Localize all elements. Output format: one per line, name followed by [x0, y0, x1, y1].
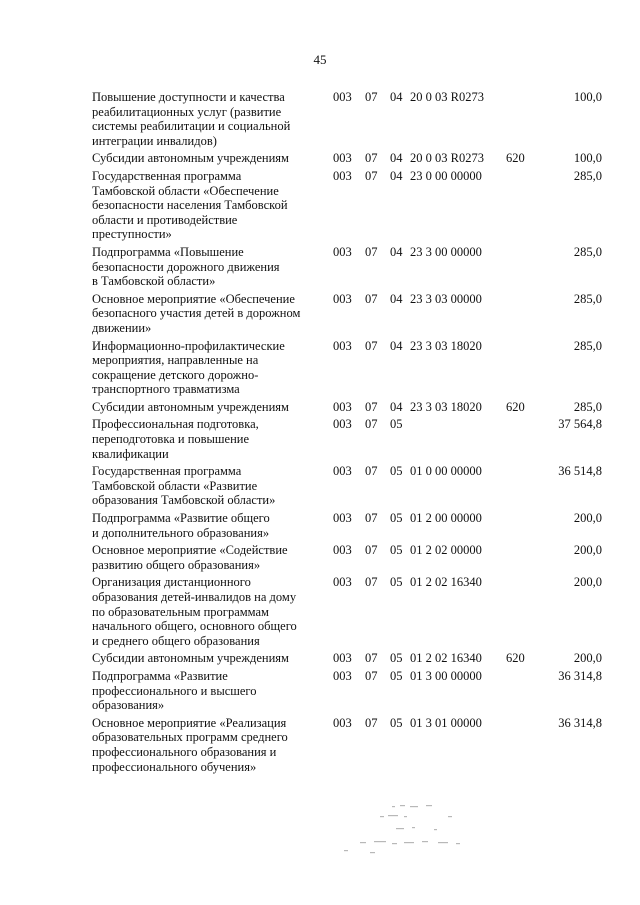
row-rz-code: 07 — [365, 715, 378, 730]
row-pr-code: 04 — [390, 338, 403, 353]
row-sum: 37 564,8 — [558, 417, 602, 432]
row-vr-code: 620 — [506, 651, 525, 666]
row-name: Организация дистанционного образования детей-инвалидов на дому по образовательным программам начального общего, основного общего и среднего общего образования — [92, 575, 297, 648]
row-pr-code: 04 — [390, 168, 403, 183]
row-sum: 100,0 — [573, 90, 602, 104]
row-name: Основное мероприятие «Обеспечение безопасного участия детей в дорожном движении» — [92, 291, 301, 335]
row-sum: 285,0 — [573, 244, 602, 259]
row-sum: 200,0 — [573, 651, 602, 666]
stamp-smudge-icon — [330, 800, 500, 860]
row-vr-code: 620 — [506, 151, 525, 166]
row-rz-code: 07 — [365, 399, 378, 414]
row-name: Субсидии автономным учреждениям — [92, 399, 289, 414]
row-name: Государственная программа Тамбовской области «Обеспечение безопасности населения Тамбовской области и противодействие преступности» — [92, 168, 288, 242]
row-cs-code: 01 2 02 16340 — [410, 575, 482, 590]
row-cs-code: 01 2 00 00000 — [410, 511, 482, 526]
table-row — [0, 651, 640, 666]
table-row — [0, 339, 640, 397]
row-cs-code: 01 3 01 00000 — [410, 715, 482, 730]
row-name: Подпрограмма «Развитие профессионального и высшего образования» — [92, 668, 257, 713]
row-gr-code: 003 — [333, 668, 352, 683]
table-row — [0, 245, 640, 289]
table-row — [0, 292, 640, 336]
row-name: Информационно-профилактические мероприятия, направленные на сокращение детского дорожно- транспортного травматизма — [92, 338, 285, 397]
table-row — [0, 169, 640, 242]
row-gr-code: 003 — [333, 338, 352, 353]
row-cs-code: 01 2 02 16340 — [410, 651, 482, 666]
faint-stamp-mark — [330, 800, 500, 860]
row-pr-code: 05 — [390, 511, 403, 526]
row-pr-code: 05 — [390, 715, 403, 730]
row-rz-code: 07 — [365, 168, 378, 183]
row-name: Профессиональная подготовка, переподготовка и повышение квалификации — [92, 417, 259, 461]
table-row — [0, 464, 640, 508]
table-row — [0, 543, 640, 572]
row-gr-code: 003 — [333, 575, 352, 590]
row-name: Основное мероприятие «Содействие развитию общего образования» — [92, 543, 288, 572]
row-cs-code: 01 0 00 00000 — [410, 464, 482, 479]
row-rz-code: 07 — [365, 291, 378, 306]
table-row — [0, 716, 640, 774]
table-row — [0, 400, 640, 415]
row-gr-code: 003 — [333, 511, 352, 526]
row-name: Повышение доступности и качества реабилитационных услуг (развитие системы реабилитации и социальной интеграции инвалидов) — [92, 90, 291, 148]
row-rz-code: 07 — [365, 575, 378, 590]
row-rz-code: 07 — [365, 543, 378, 558]
row-pr-code: 05 — [390, 575, 403, 590]
row-pr-code: 04 — [390, 151, 403, 166]
row-rz-code: 07 — [365, 244, 378, 259]
row-gr-code: 003 — [333, 168, 352, 183]
table-row — [0, 417, 640, 461]
row-pr-code: 05 — [390, 668, 403, 683]
table-row — [0, 575, 640, 648]
row-sum: 200,0 — [573, 575, 602, 590]
row-rz-code: 07 — [365, 651, 378, 666]
row-gr-code: 003 — [333, 244, 352, 259]
table-row — [0, 511, 640, 540]
row-gr-code: 003 — [333, 417, 352, 432]
table-row — [0, 669, 640, 713]
row-rz-code: 07 — [365, 338, 378, 353]
row-sum: 100,0 — [573, 151, 602, 166]
row-sum: 200,0 — [573, 511, 602, 526]
row-pr-code: 05 — [390, 543, 403, 558]
row-cs-code: 01 2 02 00000 — [410, 543, 482, 558]
row-cs-code: 23 0 00 00000 — [410, 168, 482, 183]
row-cs-code: 23 3 03 18020 — [410, 338, 482, 353]
row-rz-code: 07 — [365, 90, 378, 104]
row-pr-code: 04 — [390, 291, 403, 306]
row-name: Государственная программа Тамбовской области «Развитие образования Тамбовской области» — [92, 464, 276, 508]
row-pr-code: 04 — [390, 399, 403, 414]
row-vr-code: 620 — [506, 399, 525, 414]
row-sum: 200,0 — [573, 543, 602, 558]
row-pr-code: 05 — [390, 417, 403, 432]
row-gr-code: 003 — [333, 715, 352, 730]
row-cs-code: 23 3 00 00000 — [410, 244, 482, 259]
row-gr-code: 003 — [333, 399, 352, 414]
table-row — [0, 90, 640, 148]
row-pr-code: 05 — [390, 464, 403, 479]
row-gr-code: 003 — [333, 464, 352, 479]
row-name: Подпрограмма «Повышение безопасности дорожного движения в Тамбовской области» — [92, 244, 280, 289]
row-name: Подпрограмма «Развитие общего и дополнительного образования» — [92, 511, 270, 540]
row-cs-code: 20 0 03 R0273 — [410, 151, 484, 166]
row-gr-code: 003 — [333, 151, 352, 166]
row-pr-code: 05 — [390, 651, 403, 666]
row-cs-code: 23 3 03 00000 — [410, 291, 482, 306]
row-name: Субсидии автономным учреждениям — [92, 151, 289, 166]
page-number: 45 — [313, 52, 327, 67]
row-rz-code: 07 — [365, 151, 378, 166]
row-cs-code: 23 3 03 18020 — [410, 399, 482, 414]
row-sum: 285,0 — [573, 168, 602, 183]
row-name: Основное мероприятие «Реализация образовательных программ среднего профессионального образования и профессионального обучения» — [92, 715, 288, 774]
row-rz-code: 07 — [365, 417, 378, 432]
row-cs-code: 01 3 00 00000 — [410, 668, 482, 683]
row-gr-code: 003 — [333, 543, 352, 558]
row-gr-code: 003 — [333, 651, 352, 666]
row-sum: 36 514,8 — [558, 464, 602, 479]
row-pr-code: 04 — [390, 90, 403, 104]
row-sum: 285,0 — [573, 291, 602, 306]
row-name: Субсидии автономным учреждениям — [92, 651, 289, 666]
row-sum: 36 314,8 — [558, 668, 602, 683]
row-sum: 36 314,8 — [558, 715, 602, 730]
row-rz-code: 07 — [365, 511, 378, 526]
table-row — [0, 151, 640, 166]
row-pr-code: 04 — [390, 244, 403, 259]
row-sum: 285,0 — [573, 338, 602, 353]
row-gr-code: 003 — [333, 291, 352, 306]
budget-table — [0, 90, 640, 777]
row-gr-code: 003 — [333, 90, 352, 104]
row-rz-code: 07 — [365, 464, 378, 479]
row-cs-code: 20 0 03 R0273 — [410, 90, 484, 104]
row-sum: 285,0 — [573, 399, 602, 414]
row-rz-code: 07 — [365, 668, 378, 683]
